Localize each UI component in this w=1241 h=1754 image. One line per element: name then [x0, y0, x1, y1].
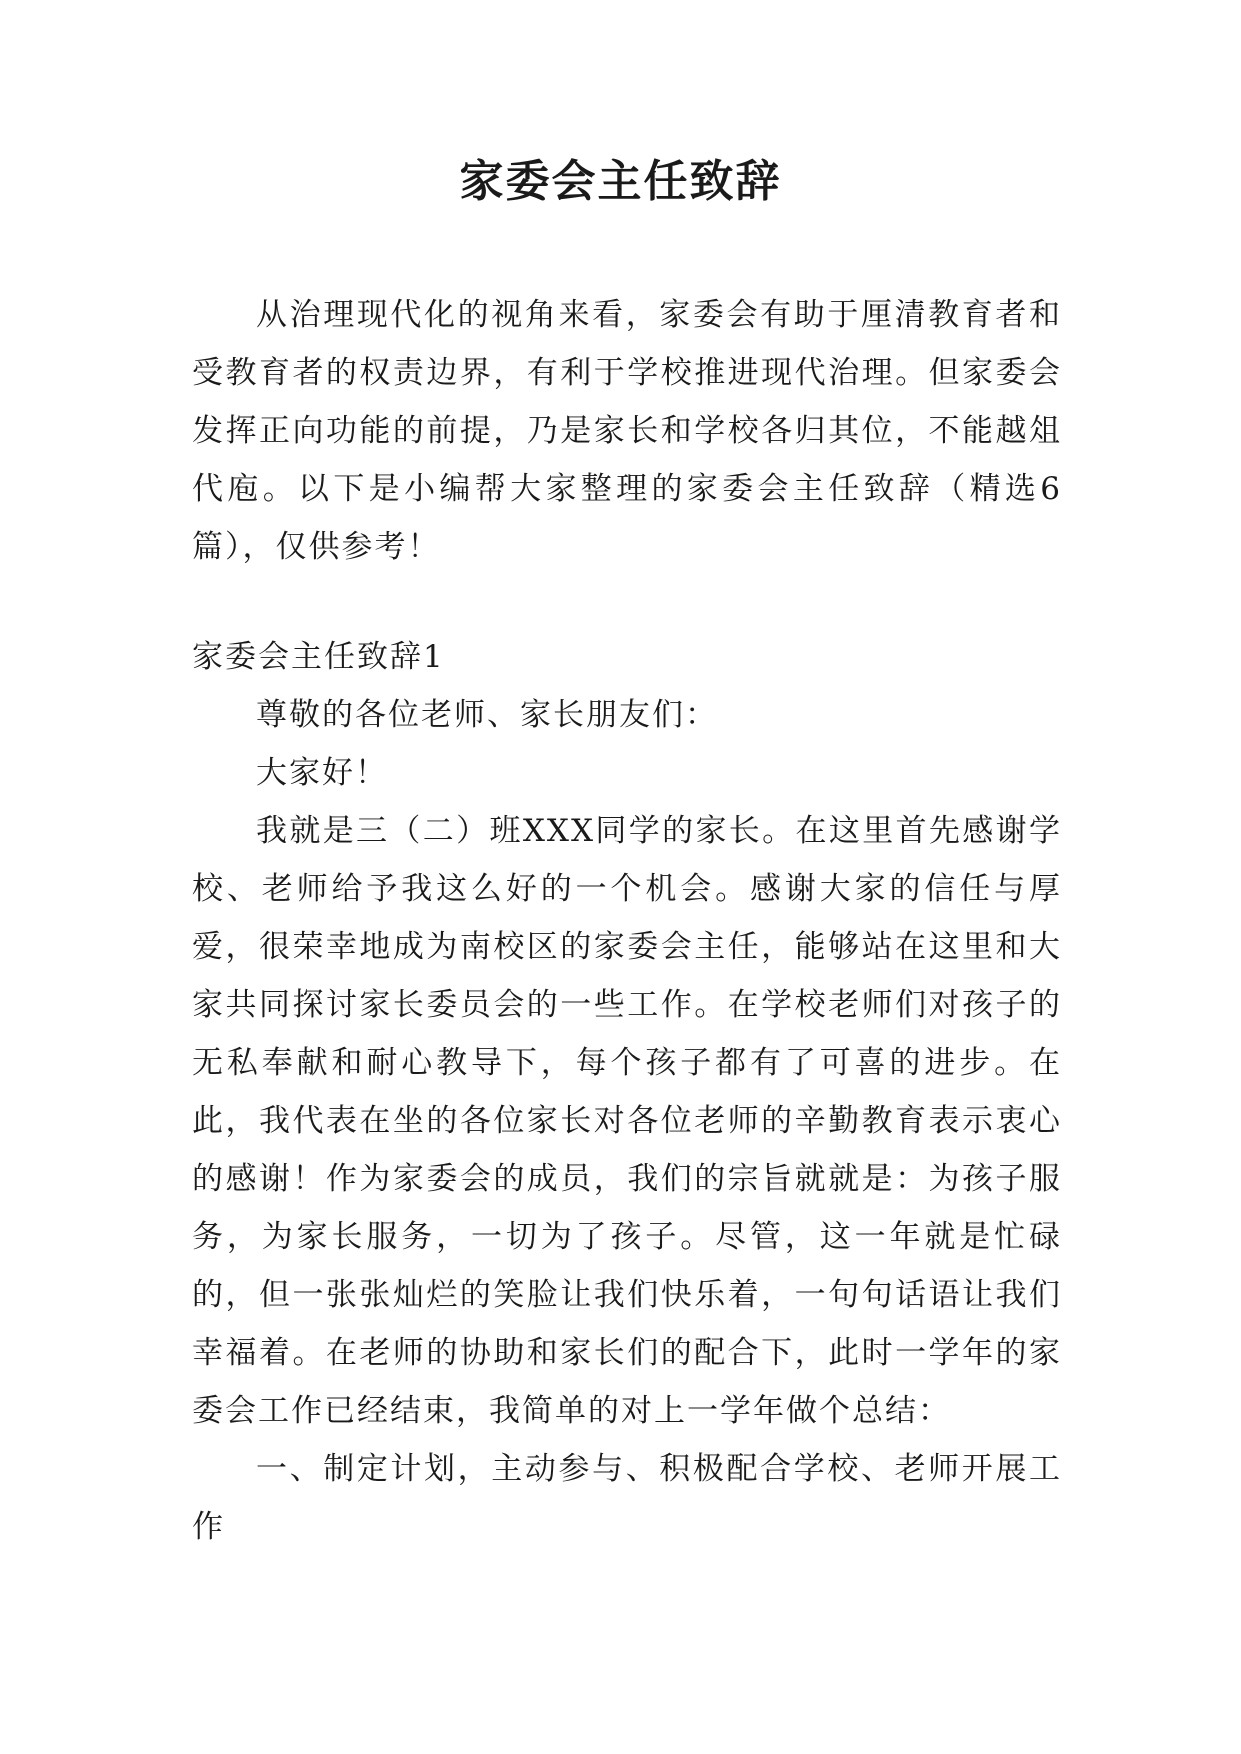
- intro-paragraph: 从治理现代化的视角来看，家委会有助于厘清教育者和受教育者的权责边界，有利于学校推进现代治理。但家委会发挥正向功能的前提，乃是家长和学校各归其位，不能越俎代庖。以下是小编帮大家整理的家委会主任致辞（精选6篇），仅供参考！: [192, 297, 1062, 565]
- document-body: [192, 286, 1062, 1556]
- list-item-heading: 一、制定计划，主动参与、积极配合学校、老师开展工作: [192, 1451, 1062, 1545]
- section-heading: 家委会主任致辞1: [192, 639, 445, 675]
- salutation: 尊敬的各位老师、家长朋友们：: [256, 697, 718, 733]
- document-title: 家委会主任致辞: [459, 156, 782, 207]
- greeting: 大家好！: [256, 755, 388, 791]
- body-paragraph: 我就是三（二）班XXX同学的家长。在这里首先感谢学校、老师给予我这么好的一个机会。感谢大家的信任与厚爱，很荣幸地成为南校区的家委会主任，能够站在这里和大家共同探讨家长委员会的一些工作。在学校老师们对孩子的无私奉献和耐心教导下，每个孩子都有了可喜的进步。在此，我代表在坐的各位家长对各位老师的辛勤教育表示衷心的感谢！作为家委会的成员，我们的宗旨就就是：为孩子服务，为家长服务，一切为了孩子。尽管，这一年就是忙碌的，但一张张灿烂的笑脸让我们快乐着，一句句话语让我们幸福着。在老师的协助和家长们的配合下，此时一学年的家委会工作已经结束，我简单的对上一学年做个总结：: [192, 813, 1062, 1429]
- paragraph-gap: [192, 576, 1062, 628]
